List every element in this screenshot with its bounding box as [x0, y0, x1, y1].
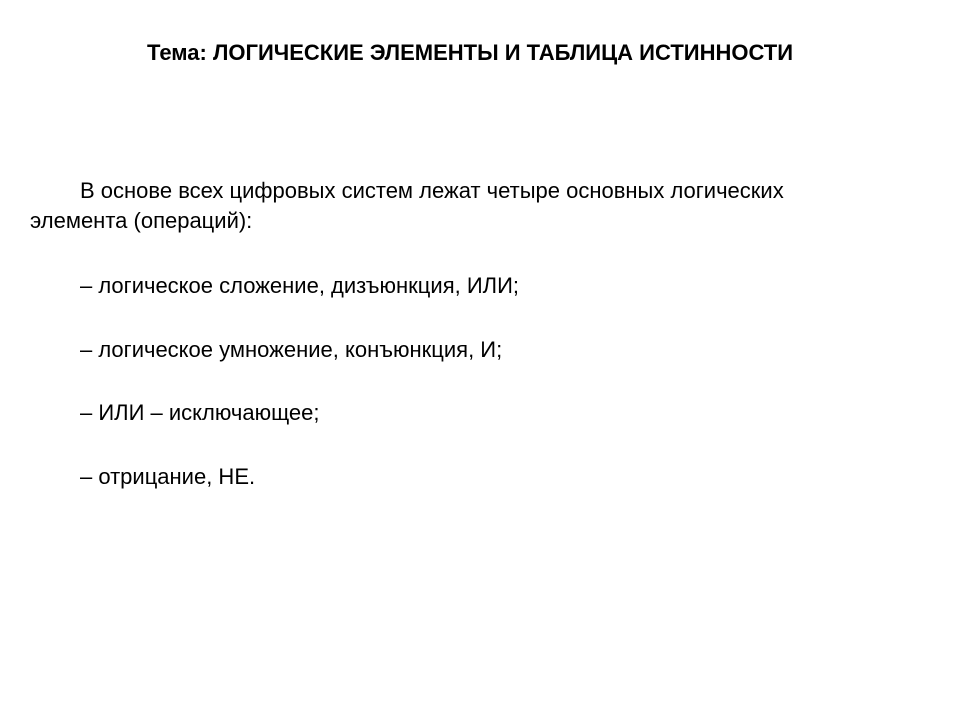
- list-item-xor: – ИЛИ – исключающее;: [80, 400, 320, 425]
- slide-title: Тема: ЛОГИЧЕСКИЕ ЭЛЕМЕНТЫ И ТАБЛИЦА ИСТИННОСТИ: [147, 40, 794, 65]
- list-item-conjunction: – логическое умножение, конъюнкция, И;: [80, 337, 503, 362]
- list-item-negation: – отрицание, НЕ.: [80, 464, 256, 489]
- list-item-disjunction: – логическое сложение, дизъюнкция, ИЛИ;: [80, 273, 520, 298]
- intro-paragraph: [30, 176, 950, 236]
- intro-line-2: элемента (операций):: [30, 208, 253, 233]
- intro-line-1: В основе всех цифровых систем лежат четыре основных логических: [80, 178, 784, 203]
